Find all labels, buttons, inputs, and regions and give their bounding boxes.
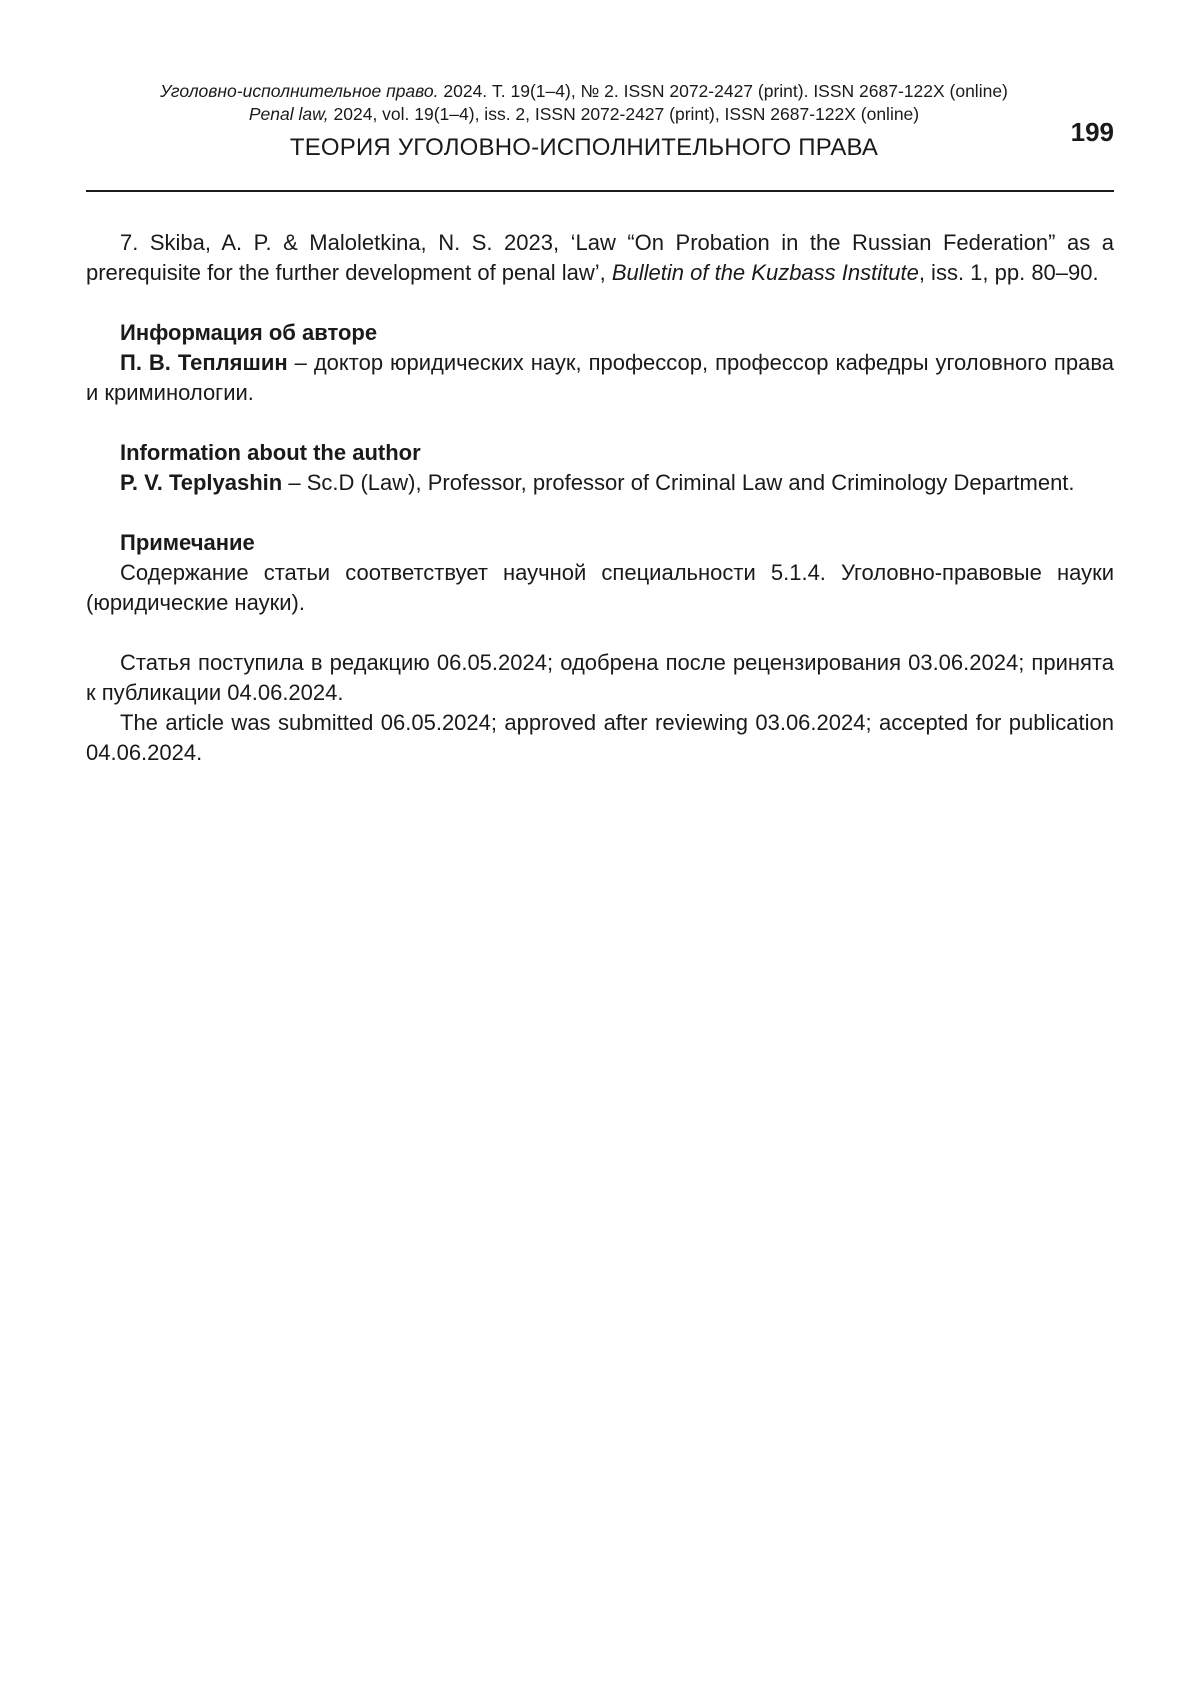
reference-pages: , iss. 1, pp. 80–90. [919, 260, 1099, 285]
reference-journal: Bulletin of the Kuzbass Institute [612, 260, 919, 285]
note-heading: Примечание [86, 528, 1114, 558]
dates-ru: Статья поступила в редакцию 06.05.2024; одобрена после рецензирования 03.06.2024; принята к публикации 04.06.2024. [86, 648, 1114, 708]
journal-name-en: Penal law, [249, 104, 329, 124]
author-name-en: P. V. Teplyashin [120, 470, 282, 495]
issue-info-ru: 2024. Т. 19(1–4), № 2. ISSN 2072-2427 (print). ISSN 2687-122X (online) [439, 81, 1008, 101]
header-line-en [86, 103, 1114, 126]
page-number: 199 [1071, 117, 1114, 148]
reference-text: 7. Skiba, A. P. & Maloletkina, N. S. 2023, ‘Law “On Probation in the Russian Federation” as a prerequisite for the further development of penal law’, [86, 230, 1114, 285]
header-line-ru [86, 80, 1114, 103]
author-description-en: – Sc.D (Law), Professor, professor of Criminal Law and Criminology Department. [282, 470, 1074, 495]
issue-info-en: 2024, vol. 19(1–4), iss. 2, ISSN 2072-2427 (print), ISSN 2687-122X (online) [329, 104, 919, 124]
author-name-ru: П. В. Тепляшин [120, 350, 288, 375]
author-info-heading-en: Information about the author [86, 438, 1114, 468]
header-divider [86, 190, 1114, 192]
running-header [86, 80, 1114, 162]
reference-item [86, 228, 1114, 288]
page-content [86, 228, 1114, 768]
section-title: ТЕОРИЯ УГОЛОВНО-ИСПОЛНИТЕЛЬНОГО ПРАВА [86, 134, 1114, 162]
dates-en: The article was submitted 06.05.2024; approved after reviewing 03.06.2024; accepted for publication 04.06.2024. [86, 708, 1114, 768]
author-info-ru [86, 348, 1114, 408]
author-info-heading-ru: Информация об авторе [86, 318, 1114, 348]
author-description-ru: – доктор юридических наук, профессор, профессор кафедры уголовного права и криминологии. [86, 350, 1114, 405]
journal-name-ru: Уголовно-исполнительное право. [160, 81, 438, 101]
note-text: Содержание статьи соответствует научной специальности 5.1.4. Уголовно-правовые науки (юридические науки). [86, 558, 1114, 618]
author-info-en [86, 468, 1114, 498]
